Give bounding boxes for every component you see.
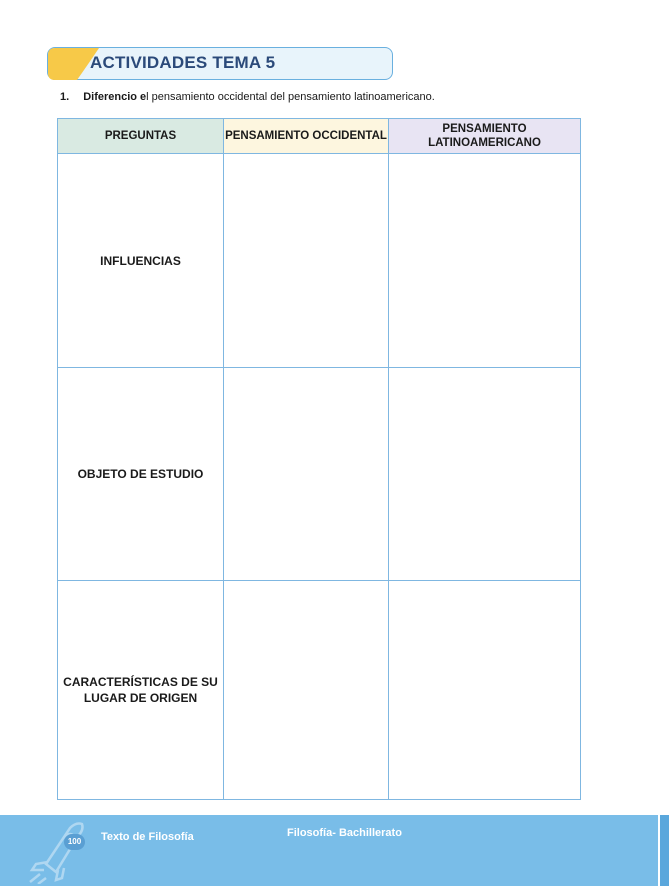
section-title-banner xyxy=(47,47,394,81)
question-cell: INFLUENCIAS xyxy=(58,154,224,368)
footer-course-title: Filosofía- Bachillerato xyxy=(287,827,402,839)
answer-cell-latinoamericano[interactable] xyxy=(389,154,581,368)
table-row xyxy=(58,368,581,581)
instruction-text: l pensamiento occidental del pensamiento latinoamericano. xyxy=(146,91,435,103)
instruction-number: 1. xyxy=(60,91,70,103)
answer-cell-occidental[interactable] xyxy=(224,154,389,368)
question-cell: CARACTERÍSTICAS DE SU LUGAR DE ORIGEN xyxy=(58,581,224,800)
footer-book-title: Texto de Filosofía xyxy=(101,831,194,843)
answer-cell-occidental[interactable] xyxy=(224,581,389,800)
comparison-table xyxy=(57,118,581,800)
table-header-row xyxy=(58,119,581,154)
page-footer xyxy=(0,815,672,886)
instruction xyxy=(60,91,435,103)
table-row xyxy=(58,581,581,800)
answer-cell-latinoamericano[interactable] xyxy=(389,581,581,800)
question-cell: OBJETO DE ESTUDIO xyxy=(58,368,224,581)
answer-cell-latinoamericano[interactable] xyxy=(389,368,581,581)
footer-edge-bar xyxy=(660,815,669,886)
header-preguntas: PREGUNTAS xyxy=(58,119,224,154)
instruction-verb: Diferencio xyxy=(83,91,137,103)
table-row xyxy=(58,154,581,368)
header-occidental: PENSAMIENTO OCCIDENTAL xyxy=(224,119,389,154)
rocket-icon xyxy=(26,818,90,884)
header-latinoamericano: PENSAMIENTO LATINOAMERICANO xyxy=(389,119,581,154)
instruction-letter: e xyxy=(140,91,147,103)
page-number-badge: 100 xyxy=(64,834,85,850)
section-title: ACTIVIDADES TEMA 5 xyxy=(90,53,276,72)
answer-cell-occidental[interactable] xyxy=(224,368,389,581)
